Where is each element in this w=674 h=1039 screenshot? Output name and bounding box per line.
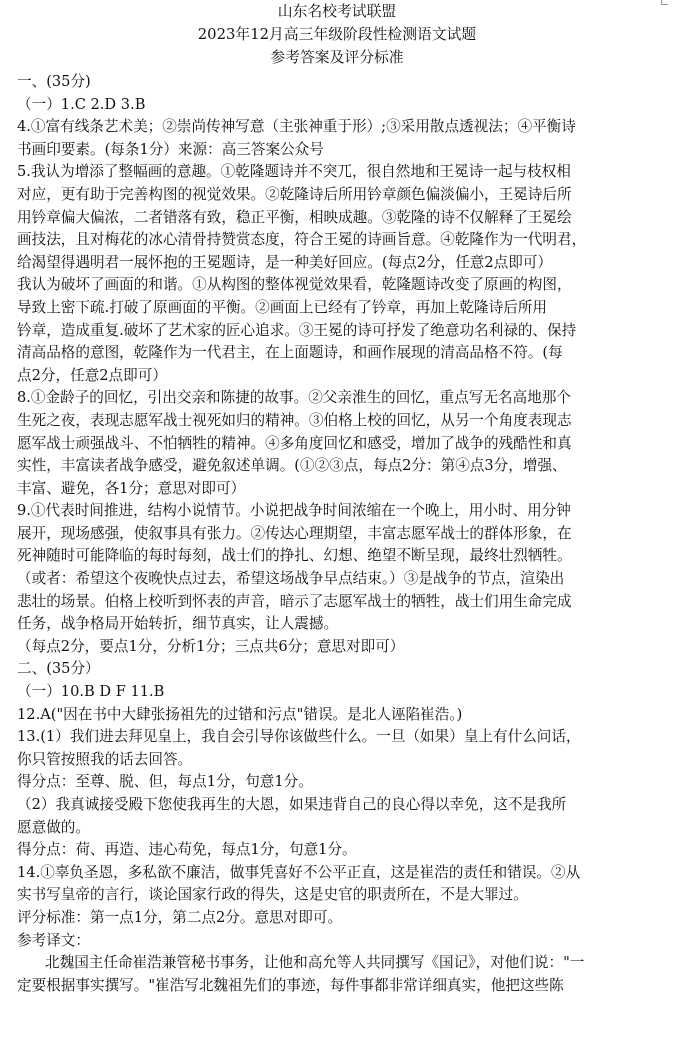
answer-line: （每点2分，要点1分，分析1分；三点共6分；意思对即可） (17, 637, 405, 655)
answer-line: 我认为破坏了画面的和谐。①从构图的整体视觉效果看，乾隆题诗改变了原画的构图， (17, 276, 572, 294)
answer-line: 丰富、避免，各1分；意思对即可） (17, 479, 246, 497)
answer-line: 4.①富有线条艺术美；②崇尚传神写意（主张神重于形）;③采用散点透视法；④平衡诗 (17, 118, 576, 136)
answer-line: 你只管按照我的话去回答。 (17, 750, 193, 768)
answer-line: 5.我认为增添了整幅画的意趣。①乾隆题诗并不突兀，很自然地和王冕诗一起与枝权相 (17, 163, 571, 181)
section-heading: 二、(35分） (17, 660, 100, 678)
answer-line: 8.①金龄子的回忆，引出交亲和陈捷的故事。②父亲淮生的回忆，重点写无名高地那个 (17, 389, 571, 407)
answer-line: 实性，丰富读者战争感受，避免叙述单调。(①②③点，每点2分：第④点3分，增强、 (17, 457, 567, 475)
answer-line: 12.A("因在书中大肆张扬祖先的过错和污点"错误。是北人诬陷崔浩。) (17, 705, 463, 723)
answer-line: （或者：希望这个夜晚快点过去，希望这场战争早点结束。）③是战争的节点，渲染出 (17, 570, 565, 588)
answer-line: 愿军战士顽强战斗、不怕牺牲的精神。④多角度回忆和感受，增加了战争的残酷性和真 (17, 434, 572, 452)
exam-union-title: 山东名校考试联盟 (277, 3, 397, 20)
answer-key-title: 参考答案及评分标准 (270, 49, 404, 66)
answer-line: 参考译文： (17, 931, 90, 949)
translation-line: 定要根据事实撰写。"崔浩写北魏祖先们的事迹，每件事都非常详细真实，他把这些陈 (17, 976, 564, 994)
answer-line: 书画印要素。(每条1分）来源：高三答案公众号 (17, 140, 324, 158)
translation-line: 北魏国主任命崔浩兼管秘书事务，让他和高允等人共同撰写《国记》，对他们说："一 (45, 954, 585, 972)
answer-line: 给渴望得遇明君一展怀抱的王冕题诗，是一种美好回应。(每点2分，任意2点即可） (17, 253, 553, 271)
answer-line: 9.①代表时间推进，结构小说情节。小说把战争时间浓缩在一个晚上，用小时、用分钟 (17, 502, 571, 520)
answer-line: （一）1.C 2.D 3.B (17, 95, 146, 113)
page-corner-mark (661, 0, 668, 5)
answer-line: 13.(1）我们进去拜见皇上，我自会引导你该做些什么。一旦（如果）皇上有什么问话， (17, 728, 581, 746)
answer-line: 任务，战争格局开始转折，细节真实，让人震撼。 (17, 615, 339, 633)
answer-line: 愿意做的。 (17, 818, 90, 836)
answer-line: 得分点：至尊、脱、但，每点1分，句意1分。 (17, 773, 313, 791)
answer-line: （2）我真诚接受殿下您使我再生的大恩，如果违背自己的良心得以幸免，这不是我所 (17, 796, 567, 813)
answer-line: 用钤章偏大偏浓，二者错落有致，稳正平衡，相映成趣。③乾隆的诗不仅解释了王冕绘 (17, 208, 572, 226)
answer-line: 导致上密下疏.打破了原画面的平衡。②画面上已经有了钤章，再加上乾隆诗后所用 (17, 298, 548, 316)
answer-line: 点2分，任意2点即可） (17, 366, 167, 384)
answer-line: 展开，现场感强，使叙事具有张力。②传达心理期望，丰富志愿军战士的群体形象，在 (17, 524, 572, 542)
section-heading: 一、(35分) (17, 73, 91, 90)
answer-line: 生死之夜，表现志愿军战士视死如归的精神。③伯格上校的回忆，从另一个角度表现志 (17, 411, 572, 429)
answer-line: （一）10.B D F 11.B (17, 683, 165, 701)
answer-line: 14.①辜负圣恩，多私欲不廉洁，做事凭喜好不公平正直，这是崔浩的责任和错误。②从 (17, 863, 581, 881)
answer-line: 画技法，且对梅花的冰心清骨持赞赏态度，符合王冕的诗画旨意。④乾隆作为一代明君， (17, 231, 587, 249)
answer-line: 对应，更有助于完善构图的视觉效果。②乾隆诗后所用钤章颜色偏淡偏小，王冕诗后所 (17, 185, 572, 203)
answer-line: 悲壮的场景。伯格上校听到怀表的声音，暗示了志愿军战士的牺牲，战士们用生命完成 (17, 592, 572, 610)
answer-line: 得分点：荷、再造、违心苟免，每点1分，句意1分。 (17, 841, 357, 859)
answer-line: 钤章，造成重复.破坏了艺术家的匠心追求。③王冕的诗可抒发了绝意功名利禄的、保持 (17, 321, 577, 339)
answer-line: 评分标准：第一点1分，第二点2分。意思对即可。 (17, 908, 343, 926)
answer-line: 清高品格的意图，乾隆作为一代君主，在上面题诗，和画作展现的清高品格不符。(每 (17, 344, 563, 362)
exam-title: 2023年12月高三年级阶段性检测语文试题 (197, 26, 477, 43)
answer-body (0, 71, 674, 997)
answer-line: 死神随时可能降临的每时每刻，战士们的挣扎、幻想、绝望不断呈现，最终壮烈牺牲。 (17, 547, 572, 565)
answer-line: 实书写皇帝的言行，谈论国家行政的得失，这是史官的职责所在，不是大罪过。 (17, 886, 528, 904)
